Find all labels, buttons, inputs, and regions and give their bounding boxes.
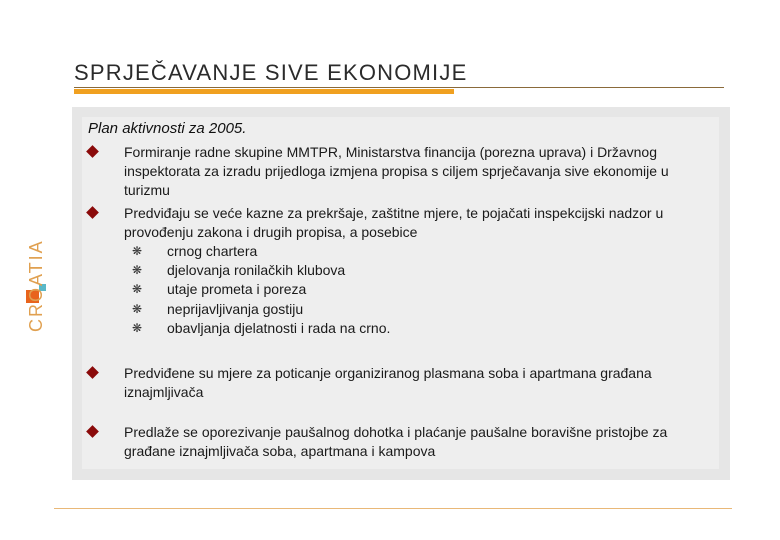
star-bullet-icon: ❋ bbox=[132, 282, 143, 296]
sub-bullet-text: djelovanja ronilačkih klubova bbox=[167, 262, 346, 278]
title-underline bbox=[74, 87, 724, 88]
bullet-text: Predviđaju se veće kazne za prekršaje, zaštitne mjere, te pojačati inspekcijski nadzor u provođenju zakona i drugih propisa, a posebice bbox=[124, 205, 664, 240]
bullet-text: Predviđene su mjere za poticanje organiziranog plasmana soba i apartmana građana iznajmljivača bbox=[124, 365, 652, 400]
plan-subtitle: Plan aktivnosti za 2005. bbox=[88, 120, 247, 137]
title-accent-bar bbox=[74, 89, 454, 94]
bullet-item bbox=[88, 204, 708, 242]
diamond-bullet-icon bbox=[86, 366, 99, 379]
diamond-bullet-icon bbox=[86, 145, 99, 158]
sub-bullet-item bbox=[132, 242, 692, 261]
star-bullet-icon: ❋ bbox=[132, 321, 143, 335]
star-bullet-icon: ❋ bbox=[132, 302, 143, 316]
sub-bullet-text: utaje prometa i poreza bbox=[167, 281, 307, 297]
sub-bullet-item bbox=[132, 300, 692, 319]
diamond-bullet-icon bbox=[86, 206, 99, 219]
star-bullet-icon: ❋ bbox=[132, 263, 143, 277]
sub-bullet-text: neprijavljivanja gostiju bbox=[167, 301, 304, 317]
bullet-item bbox=[88, 364, 708, 402]
slide-title: SPRJEČAVANJE SIVE EKONOMIJE bbox=[74, 60, 468, 85]
footer-divider bbox=[54, 508, 732, 509]
sub-bullet-item bbox=[132, 261, 692, 280]
sub-bullet-item bbox=[132, 319, 692, 338]
sub-bullet-item bbox=[132, 280, 692, 299]
bullet-text: Predlaže se oporezivanje paušalnog dohotka i plaćanje paušalne boravišne pristojbe za građane iznajmljivača soba, apartmana i kampova bbox=[124, 424, 668, 459]
croatia-logo bbox=[22, 222, 48, 334]
bullet-item bbox=[88, 143, 708, 200]
bullet-text: Formiranje radne skupine MMTPR, Ministarstva financija (porezna uprava) i Državnog inspektorata za izradu prijedloga izmjena propisa s ciljem sprječavanja sive ekonomije u turizmu bbox=[124, 144, 669, 198]
sub-bullet-text: crnog chartera bbox=[167, 243, 258, 259]
sub-bullet-text: obavljanja djelatnosti i rada na crno. bbox=[167, 320, 391, 336]
logo-text: CROATIA bbox=[26, 239, 46, 332]
diamond-bullet-icon bbox=[86, 425, 99, 438]
bullet-item bbox=[88, 423, 708, 461]
star-bullet-icon: ❋ bbox=[132, 244, 143, 258]
